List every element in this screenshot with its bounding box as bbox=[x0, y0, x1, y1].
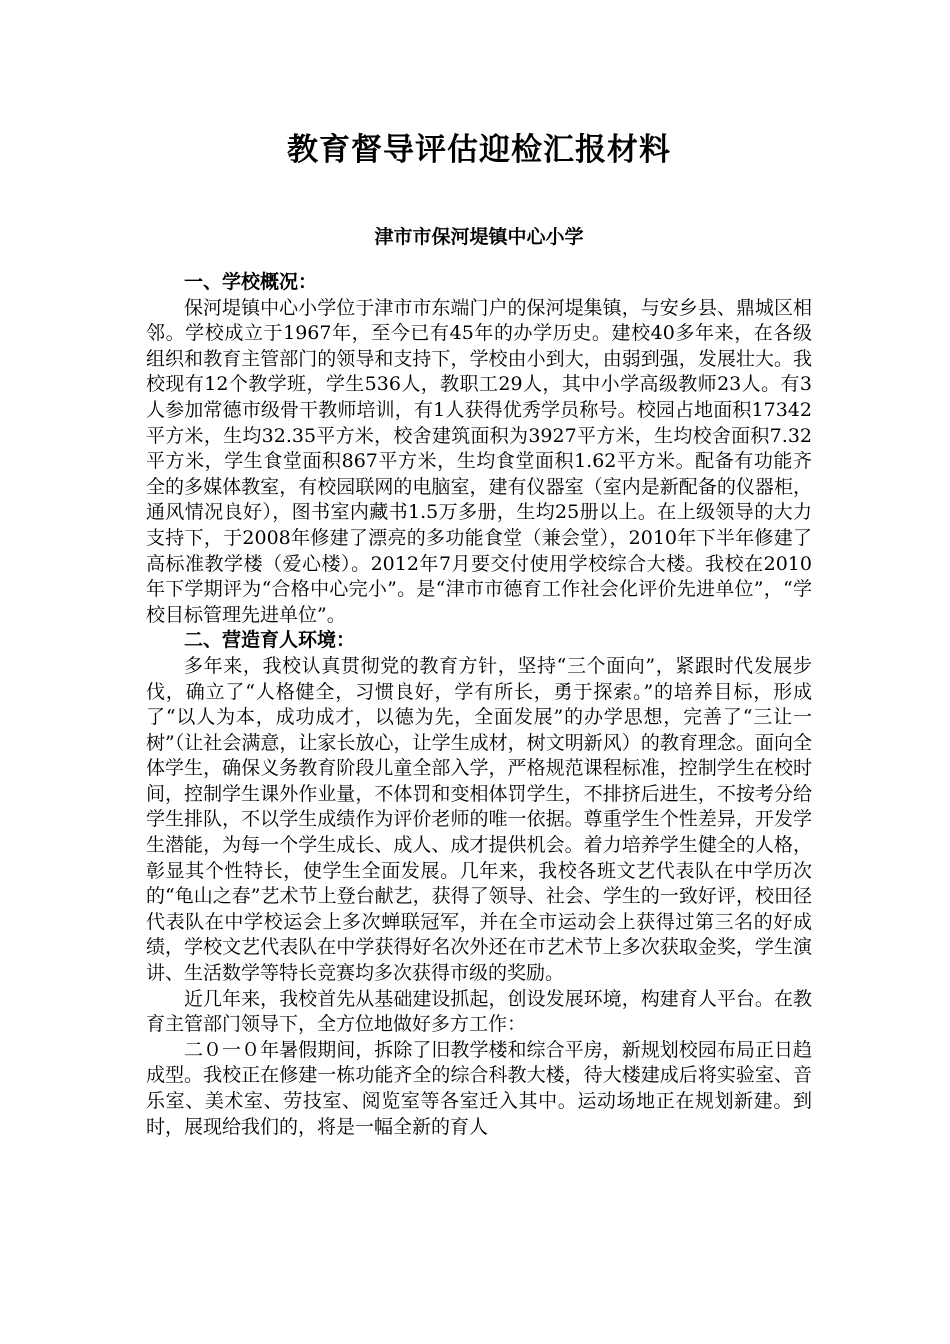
paragraph-environment-2: 近几年来，我校首先从基础建设抓起，创设发展环境，构建育人平台。在教育主管部门领导下，全方位地做好多方工作： bbox=[146, 987, 812, 1036]
section-heading-school-overview: 一、学校概况： bbox=[184, 271, 318, 293]
document-body bbox=[146, 270, 812, 1140]
paragraph-environment-3: 二０一０年暑假期间，拆除了旧教学楼和综合平房，新规划校园布局正日趋成型。我校正在修建一栋功能齐全的综合科教大楼，待大楼建成后将实验室、音乐室、美术室、劳技室、阅览室等各室迁入其中。运动场地正在规划新建。到时，展现给我们的，将是一幅全新的育人 bbox=[146, 1038, 812, 1138]
document-title: 教育督导评估迎检汇报材料 bbox=[287, 132, 671, 168]
paragraph-school-overview: 保河堤镇中心小学位于津市市东端门户的保河堤集镇，与安乡县、鼎城区相邻。学校成立于1967年，至今已有45年的办学历史。建校40多年来，在各级组织和教育主管部门的领导和支持下，学校由小到大，由弱到强，发展壮大。我校现有12个教学班，学生536人，教职工29人，其中小学高级教师23人。有3人参加常德市级骨干教师培训，有1人获得优秀学员称号。校园占地面积17342平方米，生均32.35平方米，校舍建筑面积为3927平方米，生均校舍面积7.32平方米，学生食堂面积867平方米，生均食堂面积1.62平方米。配备有功能齐全的多媒体教室，有校园联网的电脑室，建有仪器室（室内是新配备的仪器柜，通风情况良好），图书室内藏书1.5万多册，生均25册以上。在上级领导的大力支持下，于2008年修建了漂亮的多功能食堂（兼会堂），2010年下半年修建了高标准教学楼（爱心楼）。2012年7月要交付使用学校综合大楼。我校在2010年下学期评为“合格中心完小”。是“津市市德育工作社会化评价先进单位”，“学校目标管理先进单位”。 bbox=[146, 296, 812, 626]
document-subtitle: 津市市保河堤镇中心小学 bbox=[374, 226, 584, 248]
paragraph-environment-1: 多年来，我校认真贯彻党的教育方针，坚持“三个面向”，紧跟时代发展步伐，确立了“人格健全，习惯良好，学有所长，勇于探索。”的培养目标，形成了“以人为本，成功成才，以德为先，全面发展”的办学思想，完善了“三让一树”（让社会满意，让家长放心，让学生成材，树文明新风）的教育理念。面向全体学生，确保义务教育阶段儿童全部入学，严格规范课程标准，控制学生在校时间，控制学生课外作业量，不体罚和变相体罚学生，不排挤后进生，不按考分给学生排队，不以学生成绩作为评价老师的唯一依据。尊重学生个性差异，开发学生潜能，为每一个学生成长、成人、成才提供机会。着力培养学生健全的人格，彰显其个性特长，使学生全面发展。几年来，我校各班文艺代表队在中学历次的“龟山之春”艺术节上登台献艺，获得了领导、社会、学生的一致好评，校田径代表队在中学校运会上多次蝉联冠军，并在全市运动会上获得过第三名的好成绩，学校文艺代表队在中学获得好名次外还在市艺术节上多次获取金奖，学生演讲、生活数学等特长竞赛均多次获得市级的奖励。 bbox=[146, 654, 812, 985]
section-heading-environment: 二、营造育人环境： bbox=[184, 629, 356, 652]
